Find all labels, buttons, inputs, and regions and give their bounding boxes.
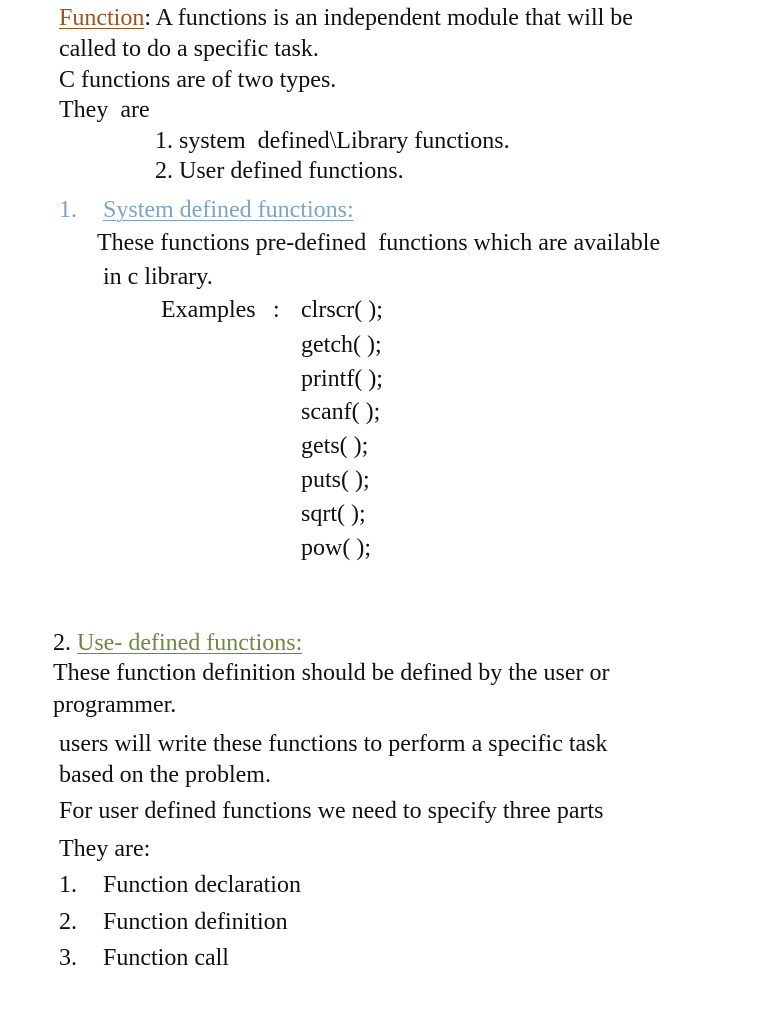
examples-separator: :	[273, 297, 280, 323]
user-description-line-1: These function definition should be defined by the user or	[53, 660, 610, 686]
type-item-1	[155, 129, 510, 153]
user-section-number: 2.	[53, 630, 71, 656]
part-item-3-text: Function call	[103, 945, 229, 971]
example-scanf: scanf( );	[301, 399, 381, 425]
user-section-heading	[53, 631, 302, 655]
example-sqrt: sqrt( );	[301, 501, 366, 527]
example-getch: getch( );	[301, 332, 382, 358]
part-item-2-text: Function definition	[103, 909, 288, 935]
part-item-2-number: 2.	[59, 909, 77, 935]
examples-label: Examples	[161, 297, 256, 323]
types-line: C functions are of two types.	[59, 67, 337, 93]
part-item-1	[59, 873, 301, 897]
system-section-heading	[59, 198, 354, 222]
user-section-title: Use- defined functions:	[77, 630, 303, 656]
user-description-line-3: users will write these functions to perform a specific task	[59, 731, 608, 757]
type-item-1-number: 1.	[155, 128, 173, 154]
function-definition-text: : A functions is an independent module that will be	[144, 5, 633, 31]
user-description-line-2: programmer.	[53, 692, 177, 718]
intro-definition-line-2: called to do a specific task.	[59, 36, 319, 62]
system-description-line-1: These functions pre-defined functions which are available	[97, 230, 661, 256]
example-printf: printf( );	[301, 366, 383, 392]
example-puts: puts( );	[301, 467, 370, 493]
system-section-title: System defined functions:	[103, 197, 354, 223]
system-section-number: 1.	[59, 197, 77, 223]
example-clrscr: clrscr( );	[301, 297, 383, 323]
part-item-3-number: 3.	[59, 945, 77, 971]
they-are-label: They are	[59, 97, 150, 123]
example-pow: pow( );	[301, 535, 371, 561]
user-description-line-5: For user defined functions we need to specify three parts	[59, 798, 604, 824]
part-item-1-number: 1.	[59, 872, 77, 898]
type-item-2-text: User defined functions.	[179, 158, 404, 184]
type-item-2	[155, 159, 404, 183]
type-item-2-number: 2.	[155, 158, 173, 184]
part-item-3	[59, 946, 229, 970]
part-item-2	[59, 910, 288, 934]
type-item-1-text: system defined\Library functions.	[179, 128, 510, 154]
intro-definition-line-1	[59, 6, 633, 30]
user-they-are-label: They are:	[59, 836, 151, 862]
function-term: Function	[59, 5, 145, 31]
system-description-line-2: in c library.	[103, 264, 213, 290]
part-item-1-text: Function declaration	[103, 872, 301, 898]
user-description-line-4: based on the problem.	[59, 762, 271, 788]
example-gets: gets( );	[301, 433, 369, 459]
